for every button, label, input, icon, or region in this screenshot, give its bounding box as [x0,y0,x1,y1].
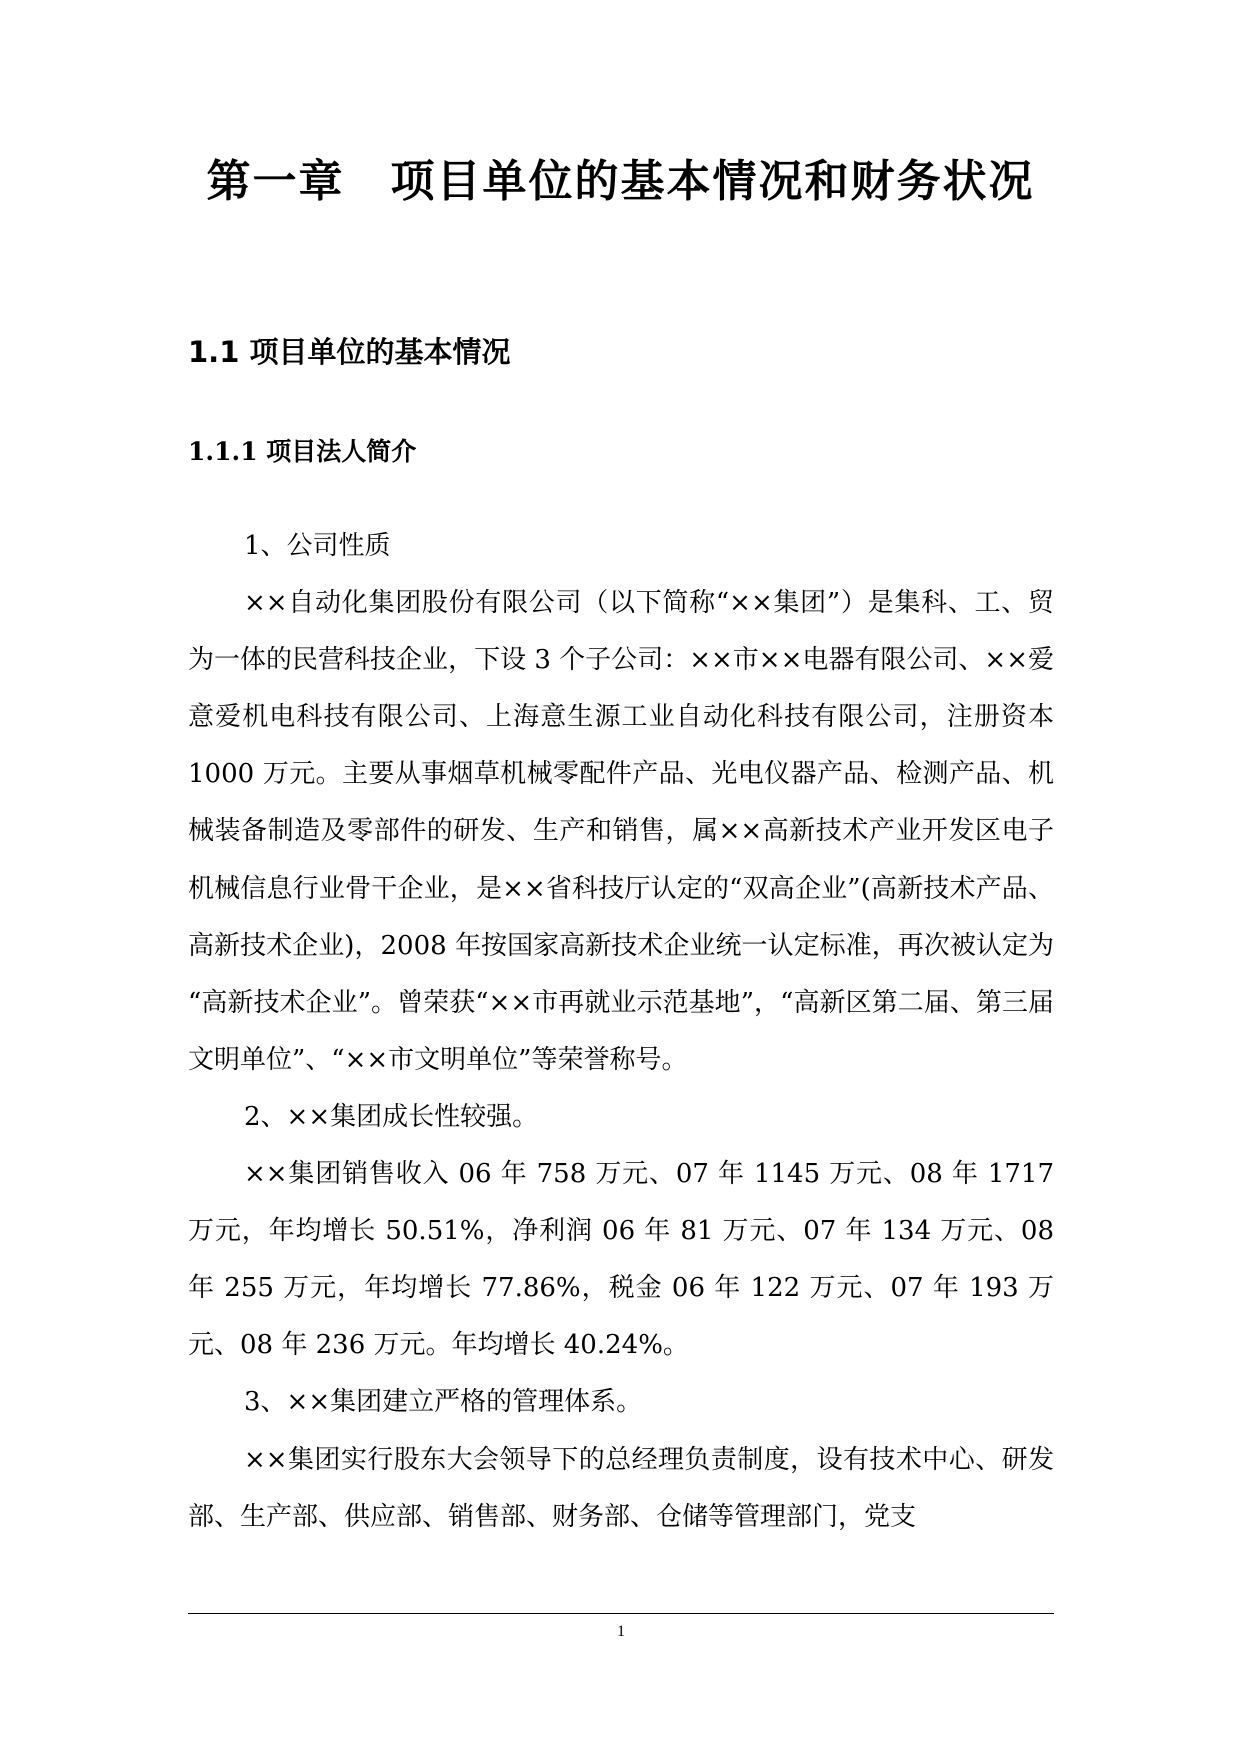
chapter-title: 第一章 项目单位的基本情况和财务状况 [206,156,1035,207]
paragraph-management: ××集团实行股东大会领导下的总经理负责制度，设有技术中心、研发部、生产部、供应部、销售部、财务部、仓储等管理部门，党支 [188,1444,1054,1532]
paragraph-growth-heading: 2、××集团成长性较强。 [244,1101,539,1132]
page-number: 1 [617,1623,625,1640]
section-title: 1.1 项目单位的基本情况 [188,335,511,369]
paragraph-growth: ××集团销售收入 06 年 758 万元、07 年 1145 万元、08 年 1717 万元，年均增长 50.51%，净利润 06 年 81 万元、07 年 134 万元、08 年 255 万元，年均增长 77.86%，税金 06 年 122 万元、07 年 193 万元、08 年 236 万元。年均增长 40.24%。 [188,1159,1054,1361]
footer-divider [188,1613,1054,1614]
body-text [188,518,1054,1546]
paragraph-company-nature-heading: 1、公司性质 [244,531,391,561]
paragraph-management-heading: 3、××集团建立严格的管理体系。 [244,1387,643,1418]
subsection-title: 1.1.1 项目法人简介 [188,437,417,466]
paragraph-company-nature: ××自动化集团股份有限公司（以下简称“××集团”）是集科、工、贸为一体的民营科技企业，下设 3 个子公司：××市××电器有限公司、××爱意爱机电科技有限公司、上海意生源工业自动化科技有限公司，注册资本 1000 万元。主要从事烟草机械零配件产品、光电仪器产品、检测产品、机械装备制造及零部件的研发、生产和销售，属××高新技术产业开发区电子机械信息行业骨干企业，是××省科技厅认定的“双高企业”(高新技术产品、高新技术企业)，2008 年按国家高新技术企业统一认定标准，再次被认定为 “高新技术企业”。曾荣获“××市再就业示范基地”，“高新区第二届、第三届文明单位”、“××市文明单位”等荣誉称号。 [188,588,1054,1075]
